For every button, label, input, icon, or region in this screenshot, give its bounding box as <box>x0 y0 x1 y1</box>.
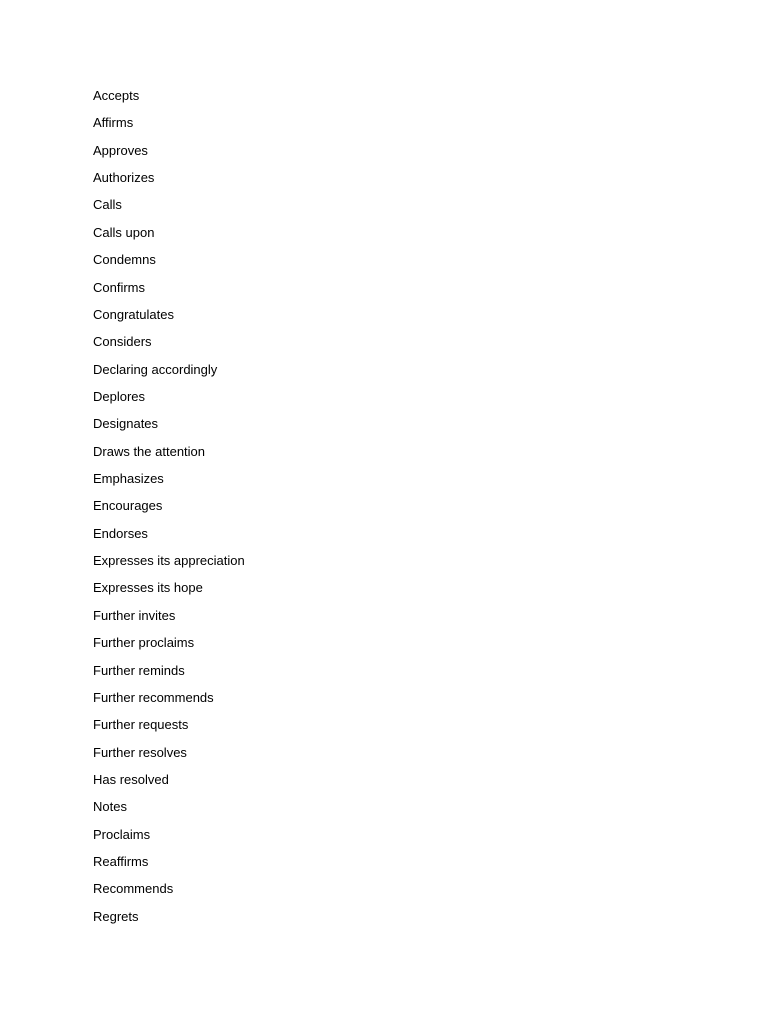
list-item: Regrets <box>93 908 139 924</box>
list-item: Accepts <box>93 88 140 103</box>
list-item: Declaring accordingly <box>93 361 218 377</box>
list-item: Considers <box>93 334 152 350</box>
list-item: Notes <box>93 799 127 815</box>
list-item: Further reminds <box>93 662 185 678</box>
list-item: Further proclaims <box>93 635 195 651</box>
list-item: Further resolves <box>93 744 187 760</box>
list-item: Calls upon <box>93 224 155 240</box>
list-item: Proclaims <box>93 826 151 842</box>
list-item: Congratulates <box>93 306 174 322</box>
list-item: Affirms <box>93 115 134 131</box>
list-item: Expresses its appreciation <box>93 553 245 569</box>
list-item: Designates <box>93 416 159 432</box>
list-item: Deplores <box>93 388 146 404</box>
list-item: Further requests <box>93 717 189 733</box>
list-item: Further recommends <box>93 689 214 705</box>
list-item: Expresses its hope <box>93 580 203 596</box>
list-item: Further invites <box>93 607 176 623</box>
list-item: Confirms <box>93 279 146 295</box>
list-item: Emphasizes <box>93 471 164 487</box>
list-item: Calls <box>93 197 122 213</box>
clause-list <box>93 87 245 935</box>
list-item: Endorses <box>93 525 148 541</box>
list-item: Has resolved <box>93 771 169 787</box>
list-item: Reaffirms <box>93 854 149 870</box>
list-item: Draws the attention <box>93 443 206 459</box>
list-item: Encourages <box>93 498 163 514</box>
list-item: Recommends <box>93 881 174 897</box>
list-item: Condemns <box>93 252 156 268</box>
list-item: Approves <box>93 142 148 158</box>
list-item: Authorizes <box>93 170 155 186</box>
